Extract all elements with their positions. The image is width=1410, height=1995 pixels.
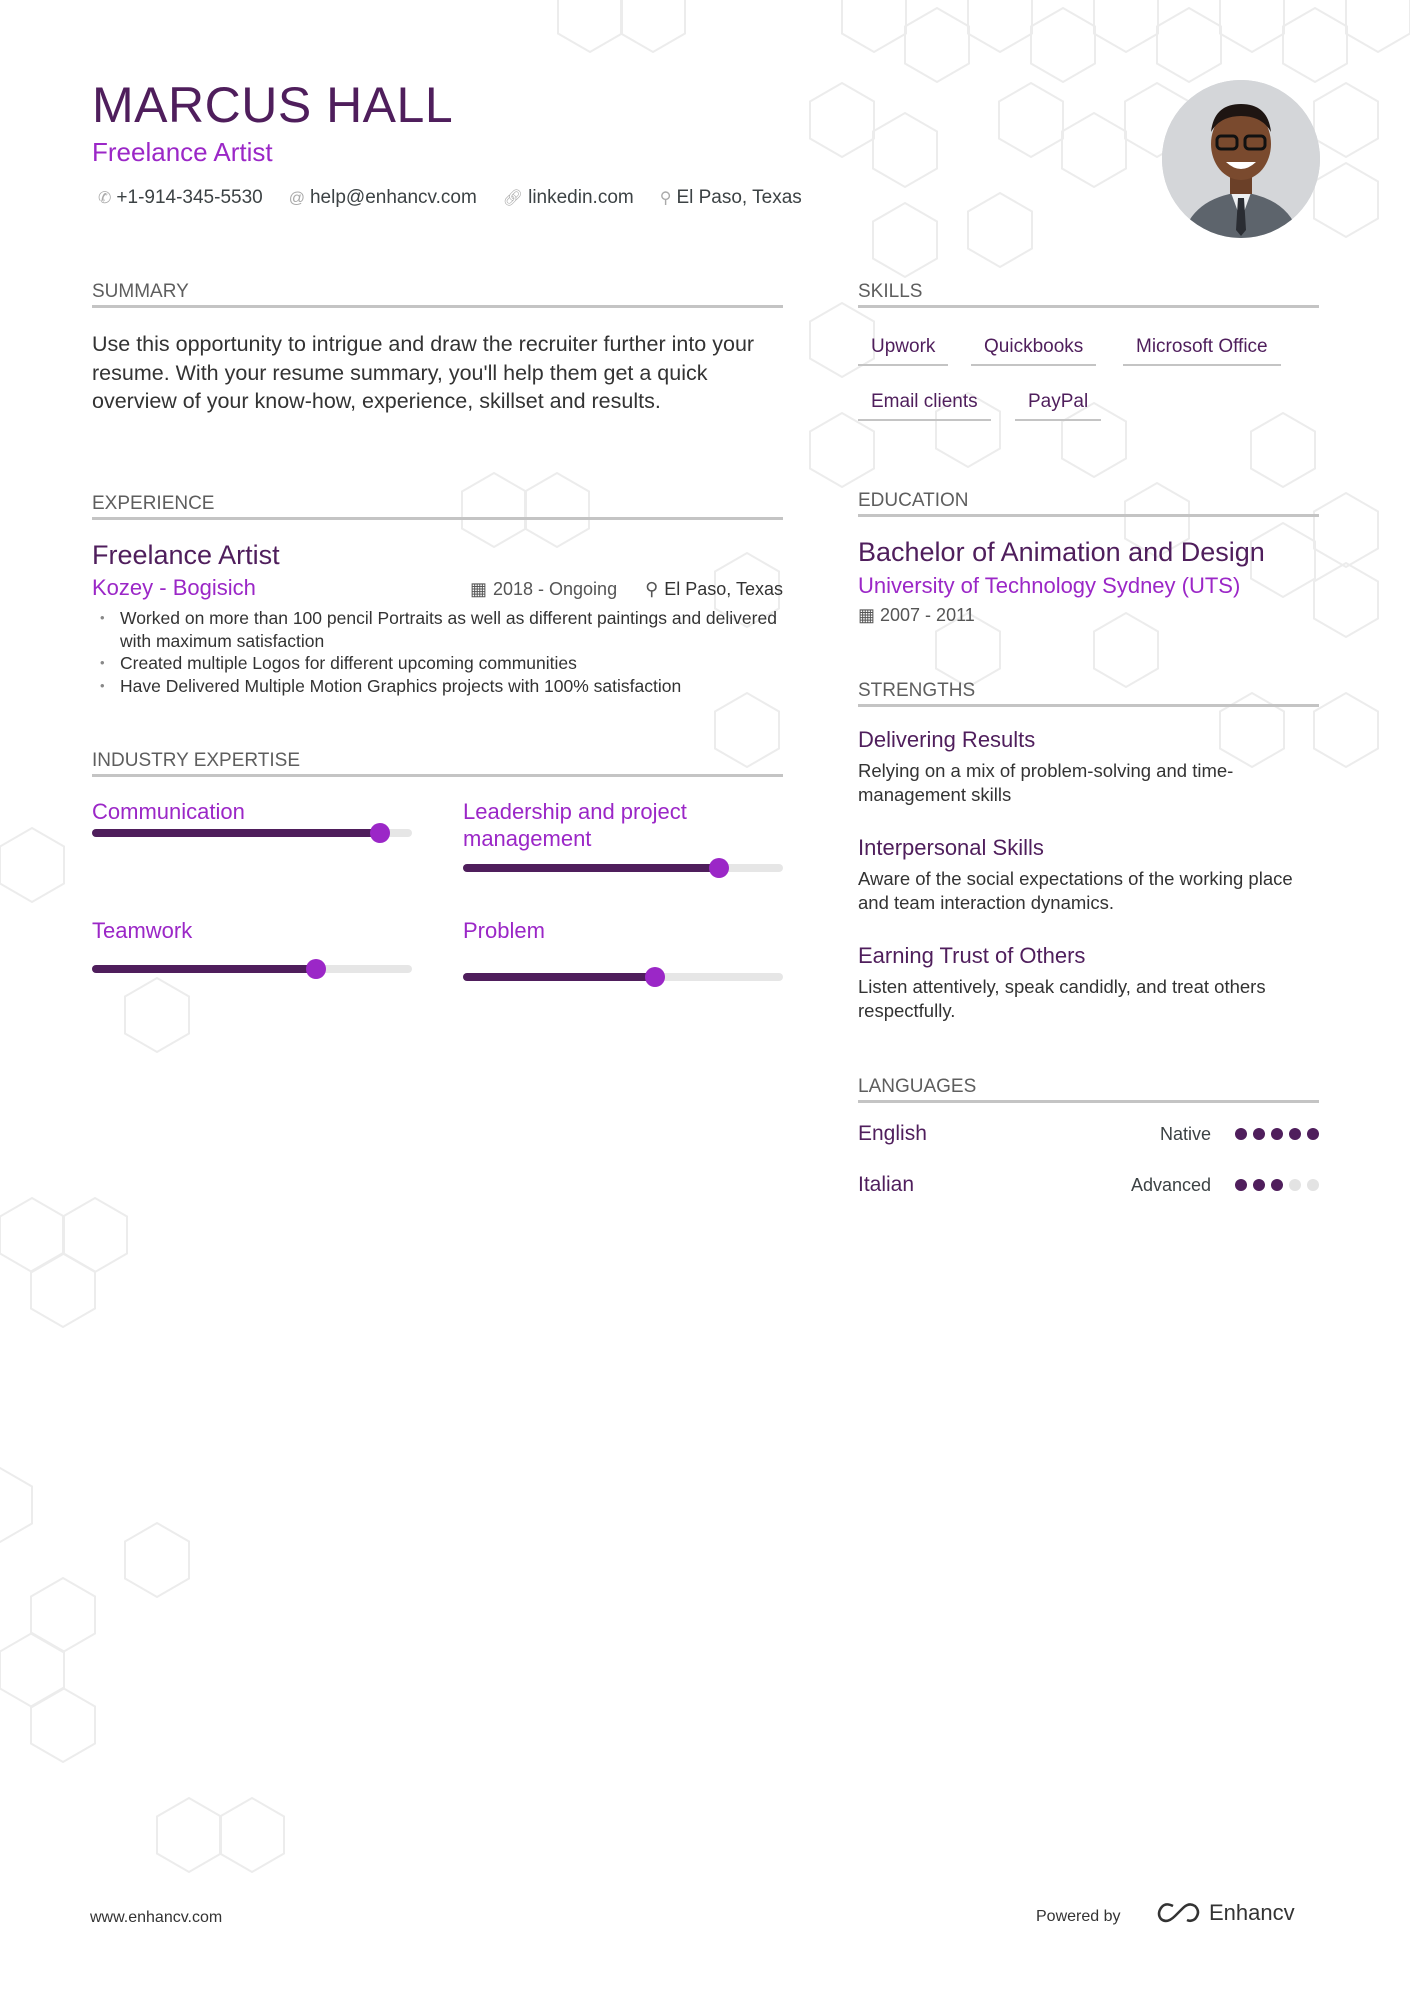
- hexagon-shape: [63, 1198, 127, 1272]
- hexagon-shape: [0, 1633, 64, 1707]
- slider-knob: [709, 858, 729, 878]
- language-item: [858, 1122, 1319, 1146]
- skill-tag: PayPal: [1015, 391, 1101, 421]
- language-name: English: [858, 1122, 927, 1145]
- education-item: [858, 537, 1319, 626]
- slider-knob: [645, 967, 665, 987]
- hexagon-shape: [873, 113, 937, 187]
- slider-knob: [370, 823, 390, 843]
- level-dot: [1235, 1128, 1247, 1140]
- hexagon-shape: [125, 978, 189, 1052]
- contact-link[interactable]: 🔗︎ linkedin.com: [502, 187, 634, 208]
- hexagon-shape: [0, 828, 64, 902]
- expertise-label: Leadership and project management: [463, 799, 687, 851]
- hexagon-shape: [999, 83, 1063, 157]
- expertise-slider: [463, 973, 783, 981]
- languages-heading: LANGUAGES: [858, 1076, 1319, 1103]
- school: University of Technology Sydney (UTS): [858, 573, 1241, 598]
- language-level: Native: [1159, 1123, 1211, 1144]
- strength-item: Earning Trust of Others Listen attentively, speak candidly, and treat others respectfully.: [858, 943, 1266, 1021]
- hexagon-shape: [1346, 0, 1410, 52]
- skills-heading: SKILLS: [858, 281, 1319, 308]
- language-level: Advanced: [1130, 1174, 1211, 1195]
- education-heading: EDUCATION: [858, 490, 1319, 517]
- expertise-slider: [92, 965, 412, 973]
- hexagon-shape: [1062, 113, 1126, 187]
- hexagon-shape: [157, 1798, 221, 1872]
- job-title: Freelance Artist: [92, 540, 280, 570]
- level-dot: [1289, 1128, 1301, 1140]
- expertise-slider: [463, 864, 783, 872]
- job-bullet: • Worked on more than 100 pencil Portraits as well as different paintings and delivered with maximum satisfaction: [92, 607, 783, 652]
- location-icon: ⚲: [659, 190, 672, 207]
- strengths-heading: STRENGTHS: [858, 680, 1319, 707]
- candidate-title: Freelance Artist: [92, 137, 273, 167]
- contact-phone[interactable]: ✆ +1-914-345-5530: [98, 187, 263, 208]
- hexagon-shape: [810, 83, 874, 157]
- hexagon-shape: [842, 0, 906, 52]
- hexagon-shape: [968, 0, 1032, 52]
- hexagon-shape: [0, 1468, 32, 1542]
- level-dot: [1271, 1179, 1283, 1191]
- level-dot: [1271, 1128, 1283, 1140]
- hexagon-shape: [1094, 0, 1158, 52]
- enhancv-logo-icon: [1155, 1900, 1203, 1926]
- slider-fill: [463, 864, 719, 872]
- expertise-label: Problem: [463, 918, 545, 943]
- link-icon: 🔗︎: [502, 190, 524, 207]
- hexagon-shape: [220, 1798, 284, 1872]
- avatar: [1162, 80, 1320, 238]
- hexagon-shape: [0, 1198, 64, 1272]
- expertise-label: Teamwork: [92, 918, 193, 943]
- level-dot: [1253, 1128, 1265, 1140]
- hexagon-shape: [1314, 493, 1378, 567]
- enhancv-logo: Enhancv: [1155, 1900, 1295, 1926]
- hexagon-shape: [1220, 0, 1284, 52]
- slider-fill: [92, 965, 316, 973]
- summary-heading: SUMMARY: [92, 281, 783, 308]
- hexagon-shape: [31, 1578, 95, 1652]
- language-item: [858, 1173, 1319, 1197]
- hexagon-shape: [1314, 563, 1378, 637]
- calendar-icon: ▦: [469, 579, 487, 599]
- skill-tag: Upwork: [858, 336, 948, 366]
- language-name: Italian: [858, 1173, 915, 1196]
- candidate-name: MARCUS HALL: [92, 77, 454, 133]
- summary-text: Use this opportunity to intrigue and draw the recruiter further into your resume. With your resume summary, you'll help them get a quick overview of your know-how, experience, skillset and results.: [92, 332, 755, 413]
- calendar-icon: ▦: [858, 605, 881, 625]
- strength-item: Delivering Results Relying on a mix of problem-solving and time-management skills: [858, 727, 1234, 805]
- job-bullet: • Have Delivered Multiple Motion Graphics projects with 100% satisfaction: [92, 675, 783, 698]
- location-icon: ⚲: [645, 579, 659, 599]
- hexagon-shape: [905, 8, 969, 82]
- skills-list: [858, 336, 1319, 436]
- contact-location: ⚲ El Paso, Texas: [659, 187, 802, 208]
- contact-email[interactable]: @ help@enhancv.com: [288, 187, 477, 208]
- education-dates: 2007 - 2011: [880, 605, 975, 625]
- slider-knob: [306, 959, 326, 979]
- skill-tag: Quickbooks: [971, 336, 1096, 366]
- job-dates: 2018 - Ongoing: [492, 579, 618, 599]
- at-icon: @: [288, 190, 305, 207]
- hexagon-shape: [1314, 83, 1378, 157]
- hexagon-shape: [125, 1523, 189, 1597]
- slider-fill: [92, 829, 380, 837]
- hexagon-shape: [31, 1253, 95, 1327]
- skill-tag: Microsoft Office: [1123, 336, 1281, 366]
- hexagon-shape: [1314, 163, 1378, 237]
- degree: Bachelor of Animation and Design: [858, 537, 1265, 567]
- level-dot: [1253, 1179, 1265, 1191]
- hexagon-shape: [873, 203, 937, 277]
- job-location: El Paso, Texas: [664, 579, 783, 599]
- level-dot: [1307, 1128, 1319, 1140]
- expertise-slider: [92, 829, 412, 837]
- skill-tag: Email clients: [858, 391, 991, 421]
- footer-url[interactable]: www.enhancv.com: [90, 1909, 223, 1926]
- expertise-label: Communication: [92, 799, 245, 824]
- powered-by: Powered by: [1036, 1908, 1121, 1925]
- phone-icon: ✆: [98, 190, 112, 207]
- hexagon-shape: [1031, 8, 1095, 82]
- hexagon-shape: [31, 1688, 95, 1762]
- experience-item: [92, 540, 783, 697]
- hexagon-shape: [1157, 8, 1221, 82]
- language-dots: [1229, 1125, 1319, 1144]
- hexagon-shape: [1283, 8, 1347, 82]
- experience-heading: EXPERIENCE: [92, 493, 783, 520]
- hexagon-shape: [621, 0, 685, 52]
- level-dot: [1307, 1179, 1319, 1191]
- company-name: Kozey - Bogisich: [92, 575, 256, 600]
- level-dot: [1289, 1179, 1301, 1191]
- hexagon-shape: [968, 193, 1032, 267]
- hexagon-shape: [558, 0, 622, 52]
- language-dots: [1229, 1176, 1319, 1195]
- job-bullet: • Created multiple Logos for different upcoming communities: [92, 652, 783, 675]
- slider-fill: [463, 973, 655, 981]
- strength-item: Interpersonal Skills Aware of the social expectations of the working place and team interaction dynamics.: [858, 835, 1293, 913]
- contact-row: [98, 187, 802, 209]
- level-dot: [1235, 1179, 1247, 1191]
- hexagon-shape: [1314, 693, 1378, 767]
- expertise-heading: INDUSTRY EXPERTISE: [92, 750, 783, 777]
